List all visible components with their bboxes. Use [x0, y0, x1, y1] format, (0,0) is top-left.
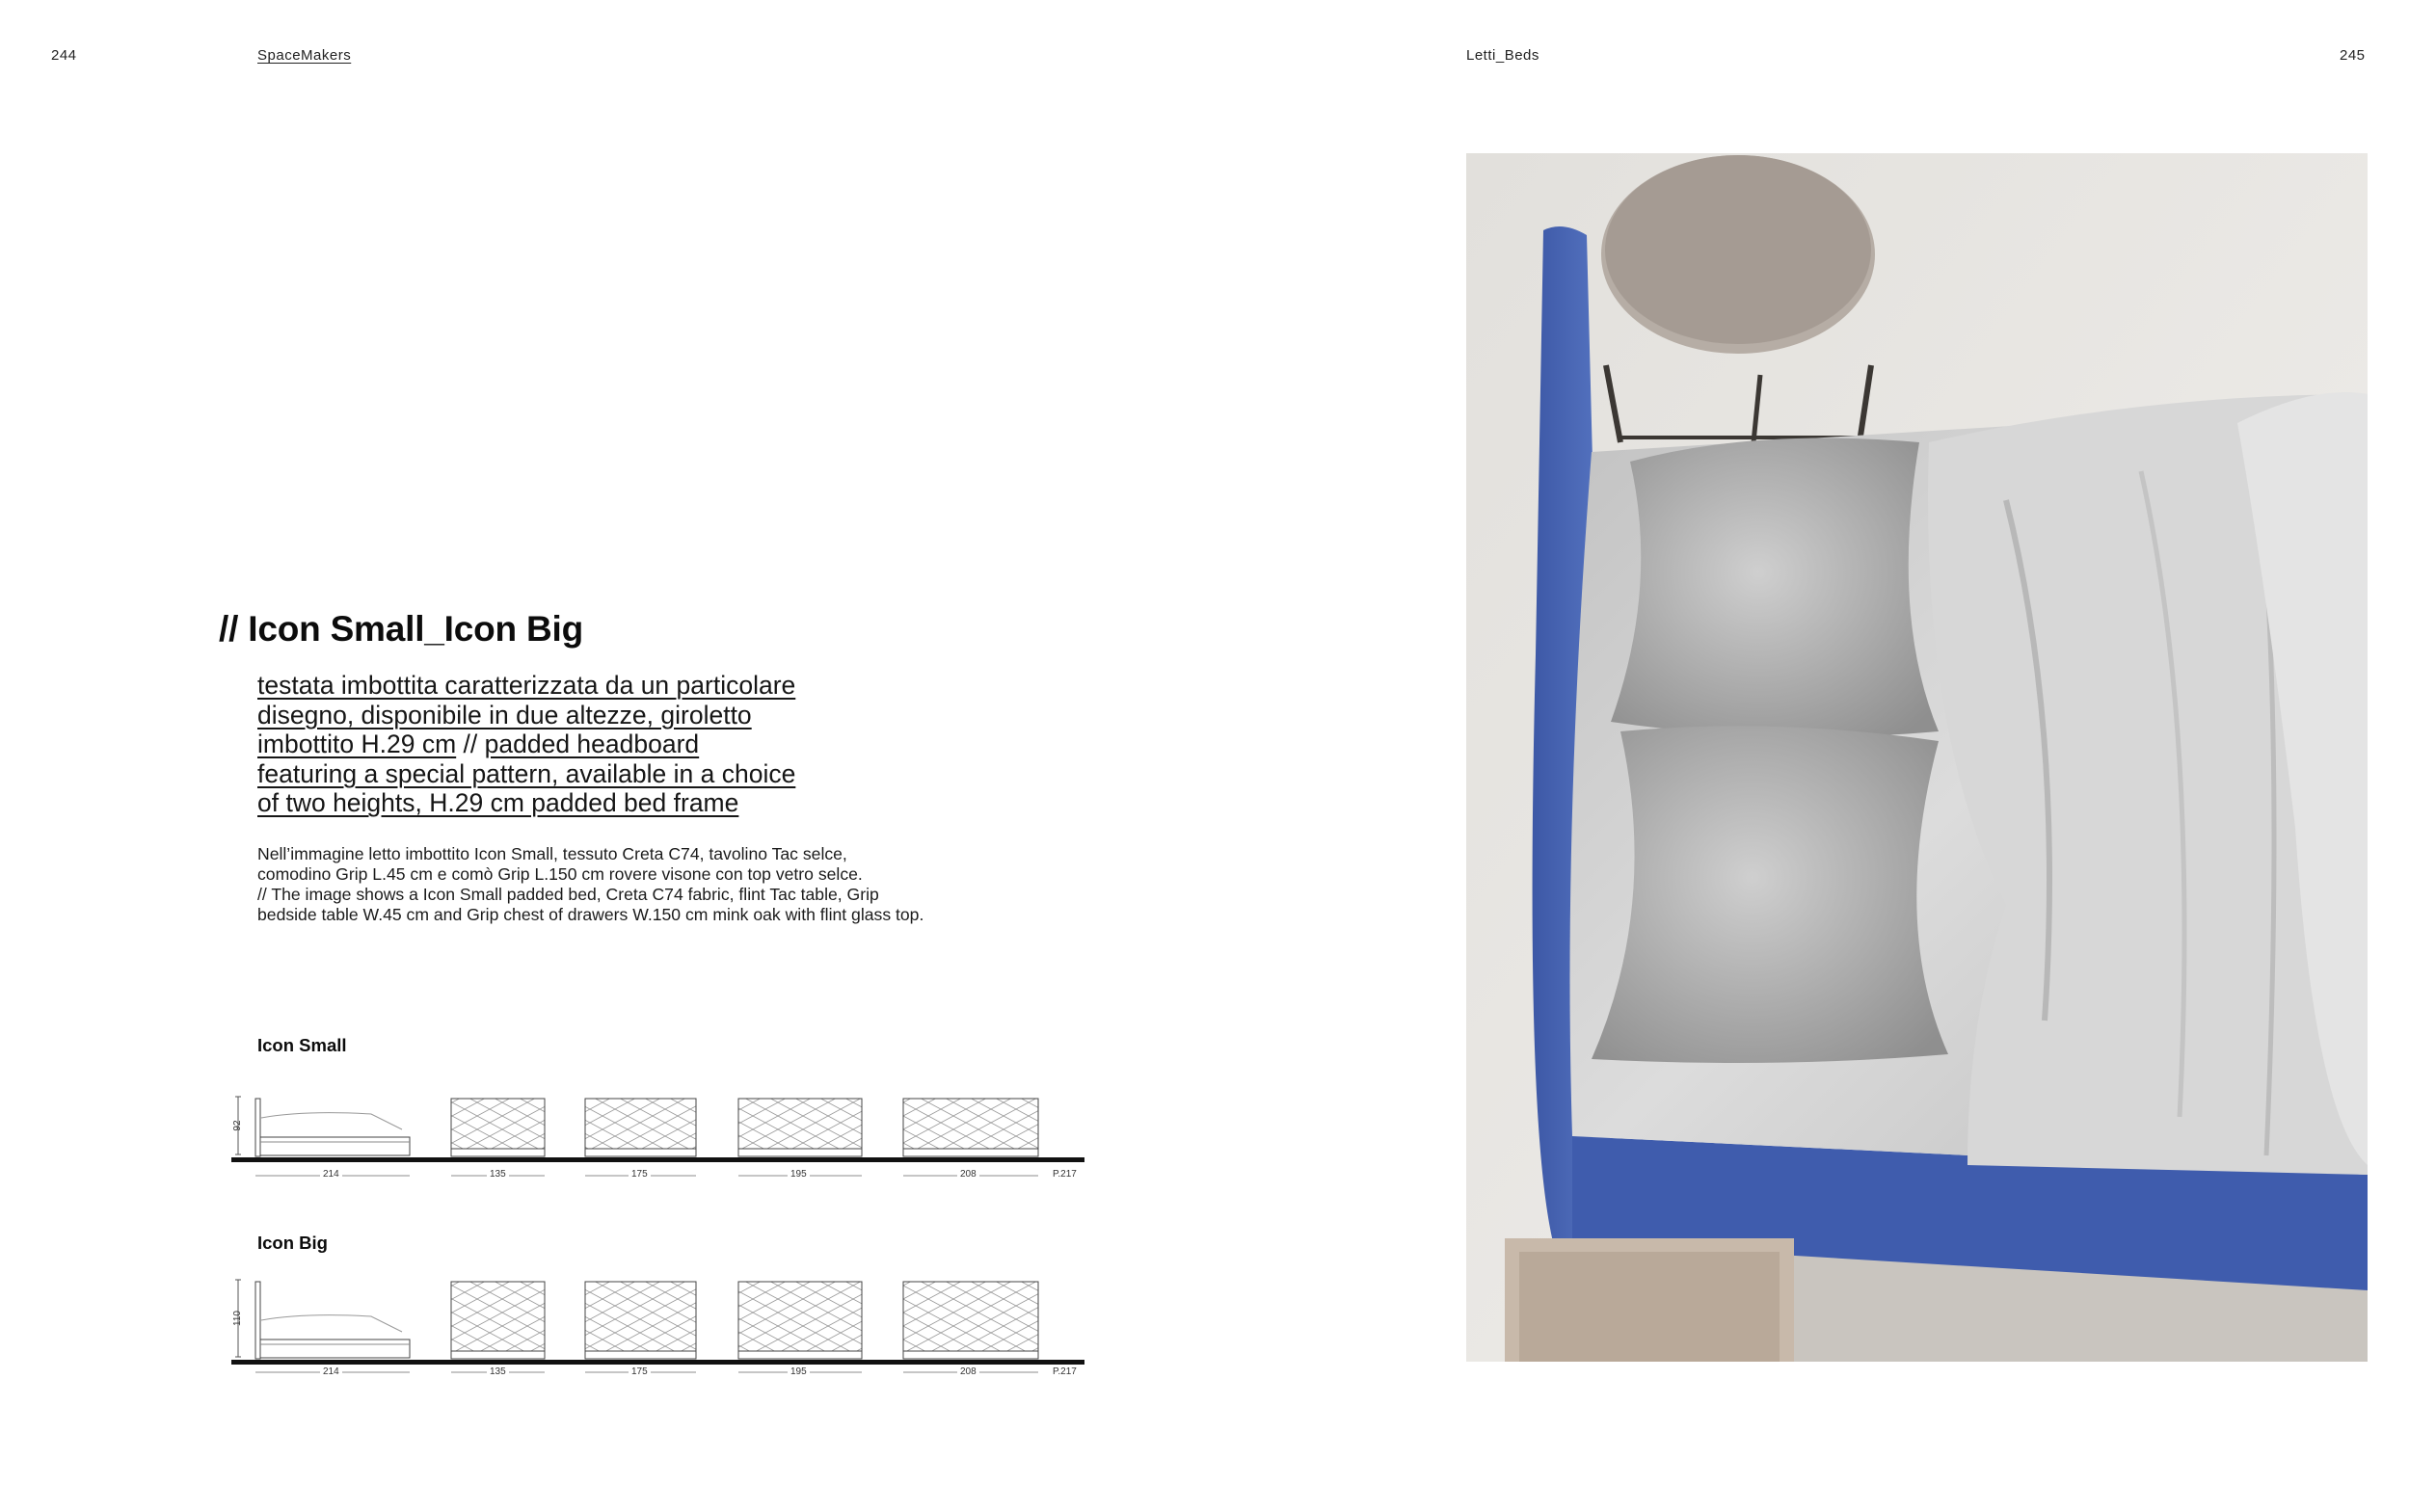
chapter-title: Letti_Beds	[1466, 47, 1539, 64]
width-label: 195	[788, 1169, 810, 1180]
chest-of-drawers	[1505, 1238, 1794, 1362]
page-reference[interactable]: P.217	[1050, 1169, 1080, 1180]
description-line: featuring a special pattern, available in a choice	[257, 758, 796, 788]
width-label: 135	[487, 1366, 509, 1377]
bed-front-195	[738, 1282, 862, 1359]
floor-line	[231, 1360, 1084, 1365]
description-line: testata imbottita caratterizzata da un particolare	[257, 671, 796, 700]
width-label: 135	[487, 1169, 509, 1180]
image-caption	[257, 844, 990, 925]
bed-front-195	[738, 1099, 862, 1156]
product-description	[257, 671, 836, 818]
bed-front-175	[585, 1282, 696, 1359]
icon-small-technical-drawing	[227, 1089, 1084, 1185]
pillow-bottom	[1592, 726, 1948, 1063]
length-label: 214	[320, 1366, 342, 1377]
bed-front-135	[451, 1099, 545, 1156]
bed-side-profile	[235, 1280, 410, 1359]
caption-line: bedside table W.45 cm and Grip chest of drawers W.150 cm mink oak with flint glass top.	[257, 905, 924, 924]
description-line: imbottito H.29 cm // padded headboard	[257, 729, 700, 759]
width-label: 208	[957, 1169, 979, 1180]
caption-line: // The image shows a Icon Small padded bed, Creta C74 fabric, flint Tac table, Grip	[257, 885, 879, 904]
page-number-right: 245	[2340, 47, 2366, 64]
height-label: 110	[232, 1311, 243, 1326]
bed-front-208	[903, 1282, 1038, 1359]
product-title: // Icon Small_Icon Big	[219, 609, 584, 649]
page-number-left: 244	[51, 47, 77, 64]
page-reference[interactable]: P.217	[1050, 1366, 1080, 1377]
bed-front-175	[585, 1099, 696, 1156]
description-line: disegno, disponibile in due altezze, giroletto	[257, 700, 752, 729]
width-label: 175	[629, 1366, 651, 1377]
caption-line: Nell’immagine letto imbottito Icon Small, tessuto Creta C74, tavolino Tac selce,	[257, 844, 847, 863]
length-label: 214	[320, 1169, 342, 1180]
width-label: 195	[788, 1366, 810, 1377]
bed-illustration	[1466, 153, 2368, 1362]
pillow-top	[1611, 438, 1939, 737]
width-label: 175	[629, 1169, 651, 1180]
caption-line: comodino Grip L.45 cm e comò Grip L.150 cm rovere visone con top vetro selce.	[257, 864, 863, 884]
description-line: of two heights, H.29 cm padded bed frame	[257, 788, 739, 818]
height-label: 92	[232, 1120, 243, 1131]
product-photo	[1466, 153, 2368, 1362]
section-title[interactable]: SpaceMakers	[257, 47, 352, 64]
bed-front-208	[903, 1099, 1038, 1156]
floor-line	[231, 1157, 1084, 1162]
icon-big-technical-drawing	[227, 1272, 1084, 1378]
bed-front-135	[451, 1282, 545, 1359]
variant-title-icon-big: Icon Big	[257, 1233, 328, 1253]
width-label: 208	[957, 1366, 979, 1377]
bed-side-profile	[235, 1097, 410, 1156]
variant-title-icon-small: Icon Small	[257, 1035, 347, 1055]
